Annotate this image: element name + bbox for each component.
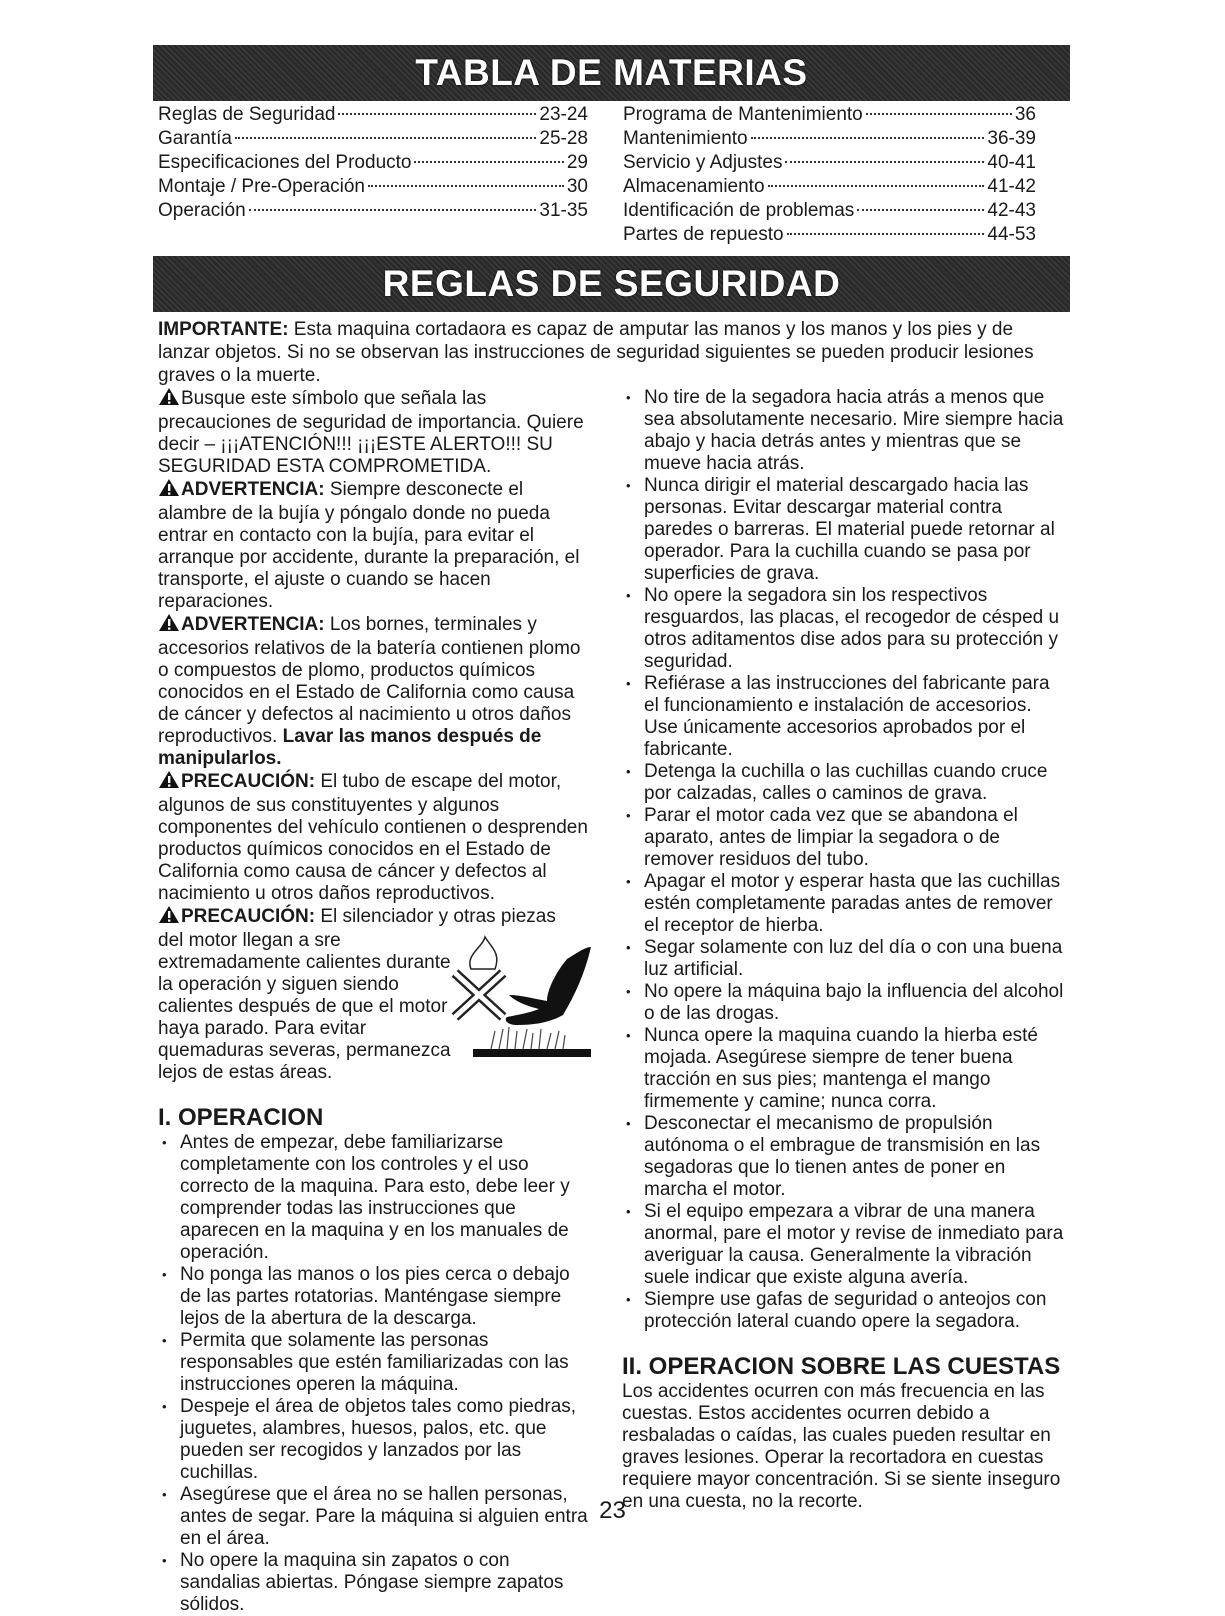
toc-entry-label: Garantía [158, 128, 232, 149]
safety-title: REGLAS DE SEGURIDAD [382, 263, 841, 304]
toc-entry-label: Reglas de Seguridad [158, 104, 336, 125]
caution-2-text: El silenciador y otras piezas [315, 906, 556, 927]
toc-entry-pages: 42-43 [987, 200, 1036, 221]
page-number: 23 [599, 1497, 626, 1524]
toc-dot-leader [235, 137, 536, 139]
toc-dot-leader [368, 185, 564, 187]
intro-paragraph [158, 318, 1068, 387]
toc-entry [623, 223, 1036, 247]
warning-triangle-icon [158, 613, 180, 638]
toc-entry-pages: 23-24 [539, 104, 588, 125]
toc-dot-leader [414, 161, 563, 163]
caution-2-first-line [158, 905, 593, 930]
toc-entry-label: Servicio y Adjustes [623, 152, 783, 173]
safety-banner [153, 256, 1070, 312]
left-column [158, 387, 593, 1616]
bullet-item: • Permita que solamente las personas responsables que estén familiarizadas con las instrucciones operen la máquina. [158, 1330, 593, 1396]
bullet-item: • Parar el motor cada vez que se abandona el aparato, antes de limpiar la segadora o de remover residuos del tubo. [622, 805, 1067, 871]
warning-triangle-icon [158, 770, 180, 795]
right-bullet-list [622, 387, 1067, 1333]
caution-block-2 [158, 905, 593, 1084]
warning-triangle-icon [158, 478, 180, 503]
warning-block-2 [158, 613, 593, 770]
intro-label: IMPORTANTE: [158, 319, 289, 340]
bullet-item: • No ponga las manos o los pies cerca o debajo de las partes rotatorias. Manténgase siempre lejos de la abertura de la descarga. [158, 1264, 593, 1330]
bullet-item: • Apagar el motor y esperar hasta que las cuchillas estén completamente paradas antes de remover el receptor de hierba. [622, 871, 1067, 937]
warning-2-text: Los bornes, terminales y accesorios relativos de la batería contienen plomo o compuestos de plomo, productos químicos conocidos en el Estado de California como causa de cáncer y defectos al nacimiento u otros daños reproductivos. [158, 614, 581, 747]
toc-entry-pages: 44-53 [987, 224, 1036, 245]
bullet-item: • No opere la maquina sin zapatos o con sandalias abiertas. Póngase siempre zapatos sólidos. [158, 1550, 593, 1616]
toc-entry-label: Operación [158, 200, 246, 221]
bullet-item: • Despeje el área de objetos tales como piedras, juguetes, alambres, huesos, palos, etc. que pueden ser recogidos y lanzados por las cuchillas. [158, 1396, 593, 1484]
intro-text: Esta maquina cortadaora es capaz de amputar las manos y los manos y los pies y de lanzar objetos. Si no se observan las instrucciones de seguridad siguientes se pueden producir lesiones graves o la muerte. [158, 319, 1034, 386]
toc-right-column [623, 103, 1036, 247]
toc-dot-leader [768, 185, 985, 187]
bullet-item: • Asegúrese que el área no se hallen personas, antes de segar. Pare la máquina si alguien entra en el área. [158, 1484, 593, 1550]
toc-entry [623, 175, 1036, 199]
toc-entry [158, 127, 588, 151]
toc-entry [623, 127, 1036, 151]
bullet-item: • Siempre use gafas de seguridad o anteojos con protección lateral cuando opere la segadora. [622, 1289, 1067, 1333]
bullet-item: • Detenga la cuchilla o las cuchillas cuando cruce por calzadas, calles o caminos de grava. [622, 761, 1067, 805]
caution-1-text: El tubo de escape del motor, algunos de sus constituyentes y algunos componentes del vehículo contienen o desprenden productos químicos conocidos en el Estado de California como causa de cáncer y defectos al nacimiento u otros daños reproductivos. [158, 771, 588, 904]
section-1-heading: I. OPERACION [158, 1104, 324, 1131]
toc-entry-label: Almacenamiento [623, 176, 765, 197]
bullet-item: • No opere la segadora sin los respectivos resguardos, las placas, el recogedor de césped u otros aditamentos dise ados para su protección y seguridad. [622, 585, 1067, 673]
toc-dot-leader [785, 161, 984, 163]
toc-entry-pages: 30 [566, 176, 588, 197]
right-column [622, 387, 1067, 1513]
bullet-item: • Nunca dirigir el material descargado hacia las personas. Evitar descargar material contra paredes o barreras. El material puede retornar al operador. Para la cuchilla cuando se pasa por superficies de grava. [622, 475, 1067, 585]
toc-entry [623, 199, 1036, 223]
toc-banner [153, 45, 1070, 101]
bullet-item: • No opere la máquina bajo la influencia del alcohol o de las drogas. [622, 981, 1067, 1025]
toc-entry-label: Montaje / Pre-Operación [158, 176, 365, 197]
warning-block-1 [158, 478, 593, 613]
toc-entry-pages: 41-42 [987, 176, 1036, 197]
toc-entry-label: Programa de Mantenimiento [623, 104, 863, 125]
warning-2-label: ADVERTENCIA: [181, 614, 325, 635]
symbol-note-text: Busque este símbolo que señala las precauciones de seguridad de importancia. Quiere decir – ¡¡¡ATENCIÓN!!! ¡¡¡ESTE ALERTO!!! SU SEGURIDAD ESTA COMPROMETIDA. [158, 388, 584, 477]
bullet-item: • Segar solamente con luz del día o con una buena luz artificial. [622, 937, 1067, 981]
caution-2-continued: del motor llegan a sre extremadamente calientes durante la operación y siguen siendo calientes después de que el motor haya parado. Para evitar quemaduras severas, permanezca lejos de estas áreas. [158, 930, 451, 1083]
warning-triangle-icon [158, 905, 180, 930]
toc-dot-leader [857, 209, 984, 211]
toc-entry-pages: 29 [566, 152, 588, 173]
bullet-item: • Antes de empezar, debe familiarizarse completamente con los controles y el uso correcto de la maquina. Para esto, debe leer y comprender todas las instrucciones que aparecen en la maquina y en los manuales de operación. [158, 1132, 593, 1264]
caution-block-1 [158, 770, 593, 905]
warning-1-label: ADVERTENCIA: [181, 479, 325, 500]
hot-surface-icon [443, 933, 593, 1067]
toc-dot-leader [787, 233, 985, 235]
toc-entry [158, 175, 588, 199]
warning-triangle-icon [158, 387, 180, 412]
caution-1-label: PRECAUCIÓN: [181, 771, 316, 792]
toc-entry [158, 151, 588, 175]
toc-entry-label: Especificaciones del Producto [158, 152, 412, 173]
toc-entry-pages: 36 [1014, 104, 1036, 125]
warning-1-text: Siempre desconecte el alambre de la bujía y póngalo donde no pueda entrar en contacto con la bujía, para evitar el arranque por accidente, durante la preparación, el transporte, el ajuste o cuando se hacen reparaciones. [158, 479, 580, 612]
section-1-list [158, 1132, 593, 1616]
toc-dot-leader [338, 113, 536, 115]
section-2-heading: II. OPERACION SOBRE LAS CUESTAS [622, 1353, 1061, 1380]
symbol-note [158, 387, 593, 478]
bullet-item: • Nunca opere la maquina cuando la hierba esté mojada. Asegúrese siempre de tener buena tracción en sus pies; mantenga el mango firmemente y camine; nunca corra. [622, 1025, 1067, 1113]
toc-entry [158, 199, 588, 223]
toc-entry-label: Mantenimiento [623, 128, 748, 149]
toc-entry [623, 103, 1036, 127]
toc-title: TABLA DE MATERIAS [415, 52, 808, 93]
warning-2-bold: Lavar las manos después de manipularlos. [158, 726, 542, 769]
toc-entry [158, 103, 588, 127]
bullet-item: • No tire de la segadora hacia atrás a menos que sea absolutamente necesario. Mire siempre hacia abajo y hacia detrás antes y mientras que se mueve hacia atrás. [622, 387, 1067, 475]
toc-dot-leader [751, 137, 985, 139]
toc-entry-pages: 31-35 [539, 200, 588, 221]
toc-dot-leader [249, 209, 537, 211]
toc-entry-pages: 36-39 [987, 128, 1036, 149]
bullet-item: • Refiérase a las instrucciones del fabricante para el funcionamiento e instalación de accesorios. Use únicamente accesorios aprobados por el fabricante. [622, 673, 1067, 761]
toc-entry-pages: 25-28 [539, 128, 588, 149]
toc-entry-label: Identificación de problemas [623, 200, 855, 221]
bullet-item: • Desconectar el mecanismo de propulsión autónoma o el embrague de transmisión en las segadoras que lo tienen antes de poner en marcha el motor. [622, 1113, 1067, 1201]
bullet-item: • Si el equipo empezara a vibrar de una manera anormal, pare el motor y revise de inmediato para averiguar la causa. Generalmente la vibración suele indicar que existe alguna avería. [622, 1201, 1067, 1289]
section-2-text: Los accidentes ocurren con más frecuencia en las cuestas. Estos accidentes ocurren debido a resbaladas o caídas, las cuales pueden resultar en graves lesiones. Operar la recortadora en cuestas requiere mayor concentración. Si se siente inseguro en una cuesta, no la recorte. [622, 1381, 1061, 1512]
toc-dot-leader [866, 113, 1012, 115]
toc-entry-pages: 40-41 [987, 152, 1036, 173]
caution-2-label: PRECAUCIÓN: [181, 906, 316, 927]
toc-left-column [158, 103, 588, 223]
toc-entry-label: Partes de repuesto [623, 224, 784, 245]
toc-entry [623, 151, 1036, 175]
